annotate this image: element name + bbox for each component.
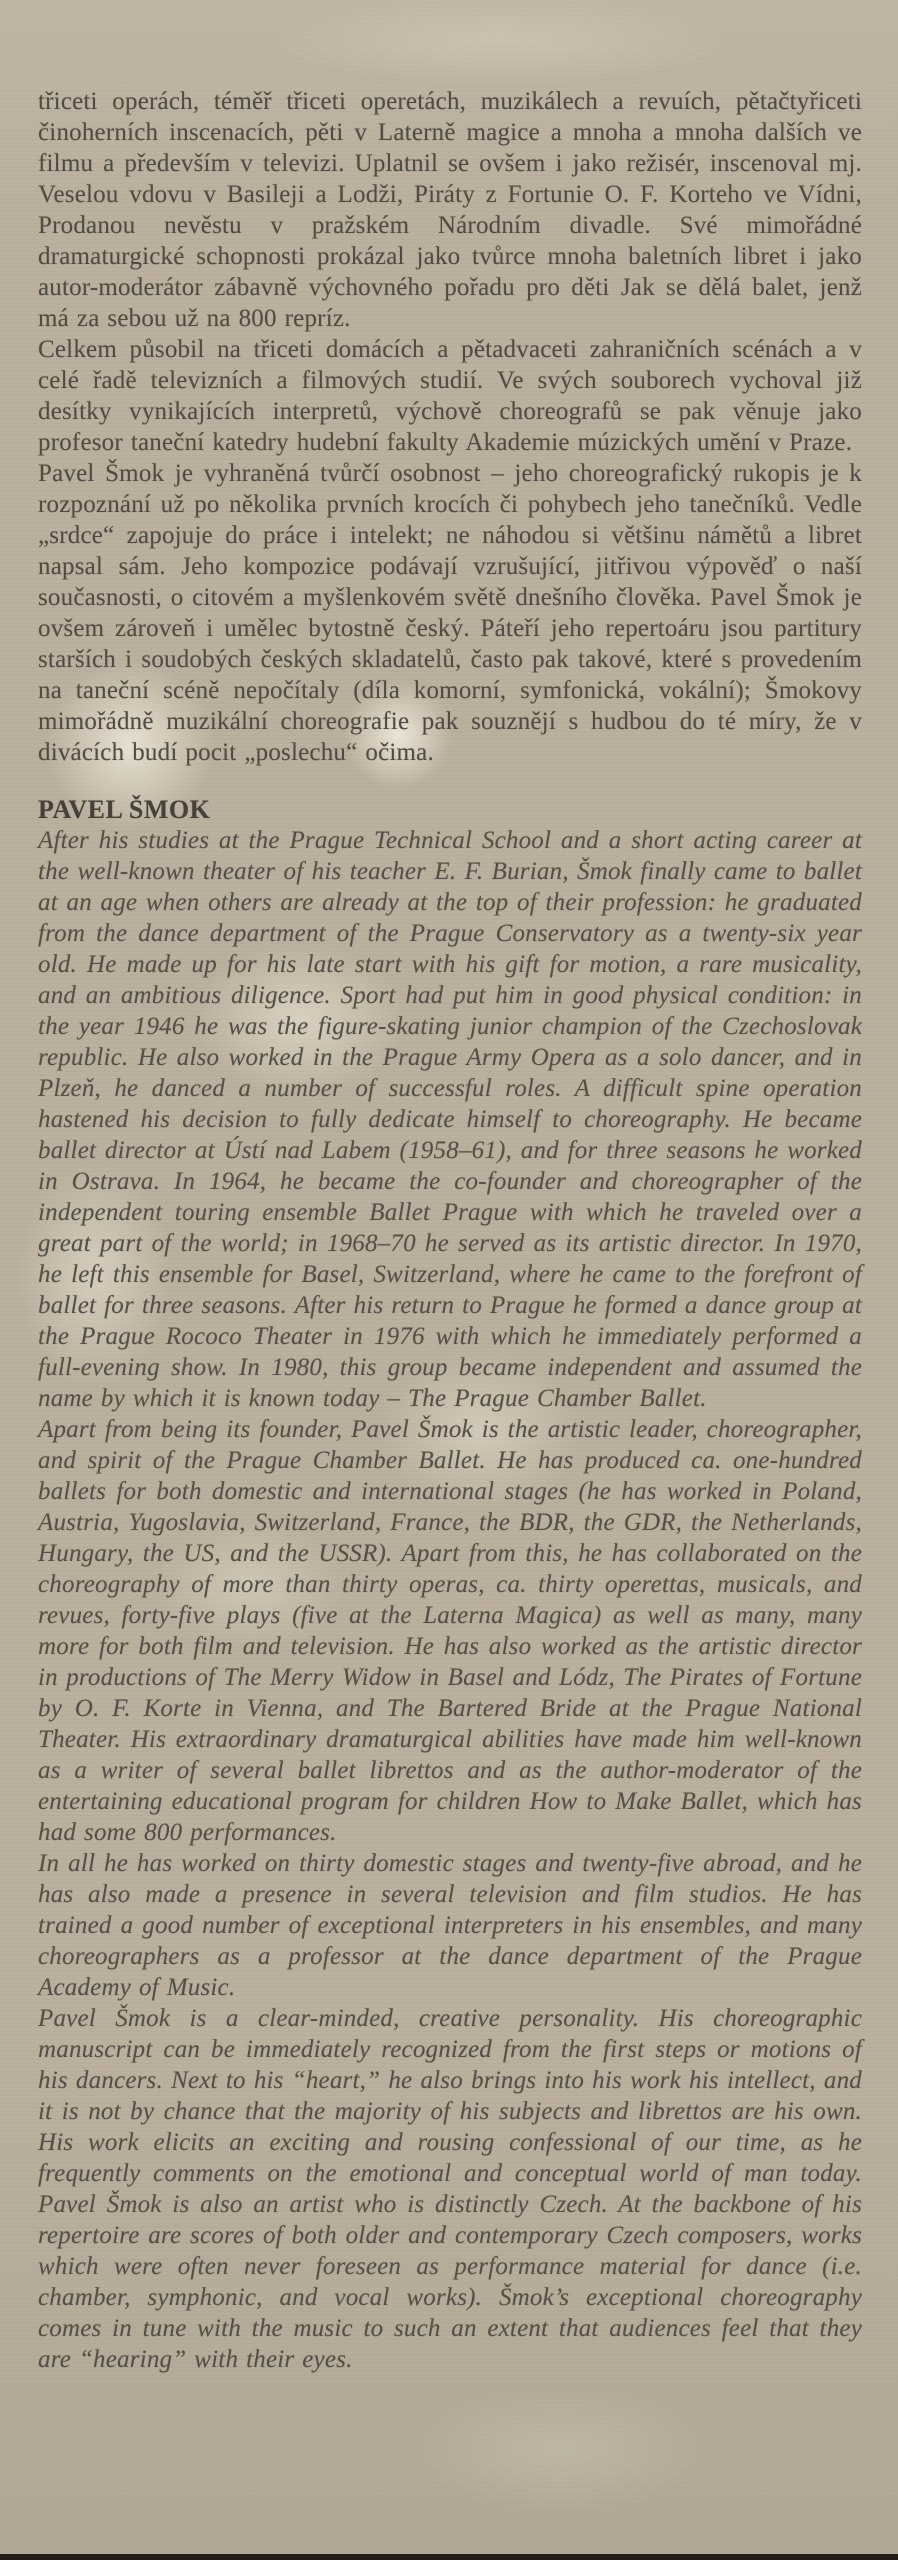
czech-paragraph-3: Pavel Šmok je vyhraněná tvůrčí osobnost – jeho choreografický rukopis je k rozpoznání už po několika prvních krocích či pohybech jeho tanečníků. Vedle „srdce“ zapojuje do práce i intelekt; ne náhodou si většinu námětů a libret napsal sám. Jeho kompozice podávají vzrušující, jitřivou výpověď o naší současnosti, o citovém a myšlenkovém světě dnešního člověka. Pavel Šmok je ovšem zároveň i umělec bytostně český. Páteří jeho repertoáru jsou partitury starších i soudobých českých skladatelů, často pak takové, které s provedením na taneční scéně nepočítaly (díla komorní, symfonická, vokální); Šmokovy mimořádně muzikální choreografie pak souznějí s hudbou do té míry, že v divácích budí pocit „poslechu“ očima. bbox=[38, 460, 862, 766]
czech-paragraph-1: třiceti operách, téměř třiceti operetách, muzikálech a revuích, pětačtyřiceti činoherních inscenacích, pěti v Laterně magice a mnoha a mnoha dalších ve filmu a především v televizi. Uplatnil se ovšem i jako režisér, inscenoval mj. Veselou vdovu v Basileji a Lodži, Piráty z Fortunie O. F. Korteho ve Vídni, Prodanou nevěstu v pražském Národním divadle. Své mimořádné dramaturgické schopnosti prokázal jako tvůrce mnoha baletních libret i jako autor-moderátor zábavně výchovného pořadu pro děti Jak se dělá balet, jenž má za sebou už na 800 repríz. bbox=[38, 88, 862, 332]
english-paragraph-1: After his studies at the Prague Technical School and a short acting career at the well-known theater of his teacher E. F. Burian, Šmok finally came to ballet at an age when others are already at the top of their profession: he graduated from the dance department of the Prague Conservatory as a twenty-six year old. He made up for his late start with his gift for motion, a rare musicality, and an ambitious diligence. Sport had put him in good physical condition: in the year 1946 he was the figure-skating junior champion of the Czechoslovak republic. He also worked in the Prague Army Opera as a solo dancer, and in Plzeň, he danced a number of successful roles. A difficult spine operation hastened his decision to fully dedicate himself to choreography. He became ballet director at Ústí nad Labem (1958–61), and for three seasons he worked in Ostrava. In 1964, he became the co-founder and choreographer of the independent touring ensemble Ballet Prague with which he traveled over a great part of the world; in 1968–70 he served as its artistic director. In 1970, he left this ensemble for Basel, Switzerland, where he came to the forefront of ballet for three seasons. After his return to Prague he formed a dance group at the Prague Rococo Theater in 1976 with which he immediately performed a full-evening show. In 1980, this group became independent and assumed the name by which it is known today – The Prague Chamber Ballet. bbox=[38, 827, 862, 1412]
english-text-block bbox=[38, 825, 862, 2375]
scanned-page bbox=[38, 86, 862, 2375]
czech-text-block bbox=[38, 86, 862, 768]
english-paragraph-2: Apart from being its founder, Pavel Šmok is the artistic leader, choreographer, and spirit of the Prague Chamber Ballet. He has produced ca. one-hundred ballets for both domestic and international stages (he has worked in Poland, Austria, Yugoslavia, Switzerland, France, the BDR, the GDR, the Netherlands, Hungary, the US, and the USSR). Apart from this, he has collaborated on the choreography of more than thirty operas, ca. thirty operettas, musicals, and revues, forty-five plays (five at the Laterna Magica) as well as many, many more for both film and television. He has also worked as the artistic director in productions of The Merry Widow in Basel and Lódz, The Pirates of Fortune by O. F. Korte in Vienna, and The Bartered Bride at the Prague National Theater. His extraordinary dramaturgical abilities have made him well-known as a writer of several ballet librettos and as the author-moderator of the entertaining educational program for children How to Make Ballet, which has had some 800 performances. bbox=[38, 1416, 862, 1846]
czech-paragraph-2: Celkem působil na třiceti domácích a pětadvaceti zahraničních scénách a v celé řadě televizních a filmových studií. Ve svých souborech vychoval již desítky vynikajících interpretů, výchově choreografů se pak věnuje jako profesor taneční katedry hudební fakulty Akademie múzických umění v Praze. bbox=[38, 336, 862, 456]
scan-edge-strip bbox=[0, 2554, 898, 2560]
english-paragraph-4: Pavel Šmok is a clear-minded, creative personality. His choreographic manuscript can be immediately recognized from the first steps or motions of his dancers. Next to his “heart,” he also brings into his work his intellect, and it is not by chance that the majority of his subjects and librettos are his own. His work elicits an exciting and rousing confessional of our time, as he frequently comments on the emotional and conceptual world of man today. Pavel Šmok is also an artist who is distinctly Czech. At the backbone of his repertoire are scores of both older and contemporary Czech composers, works which were often never foreseen as performance material for dance (i.e. chamber, symphonic, and vocal works). Šmok’s exceptional choreography comes in tune with the music to such an extent that audiences feel that they are “hearing” with their eyes. bbox=[38, 2005, 862, 2373]
english-paragraph-3: In all he has worked on thirty domestic stages and twenty-five abroad, and he has also made a presence in several television and film studios. He has trained a good number of exceptional interpreters in his ensembles, and many choreographers as a professor at the dance department of the Prague Academy of Music. bbox=[38, 1850, 862, 2001]
page-title: PAVEL ŠMOK bbox=[38, 795, 211, 824]
